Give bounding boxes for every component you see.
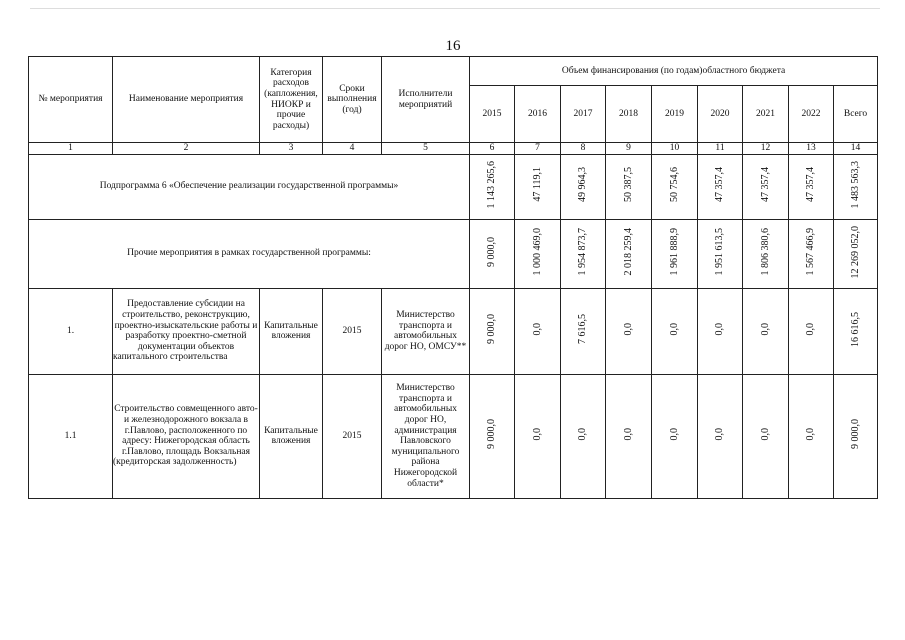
column-number: 13	[789, 143, 834, 155]
value-text: 49 964,3	[577, 167, 589, 203]
activity-category: Капитальные вложения	[260, 374, 323, 498]
column-number: 7	[515, 143, 561, 155]
column-number: 6	[470, 143, 515, 155]
header-executors: Исполнители мероприятий	[382, 57, 470, 143]
value-text: 50 387,5	[622, 167, 634, 203]
value-text: 9 000,0	[849, 419, 861, 450]
value-text: 47 357,4	[759, 167, 771, 203]
value-cell	[834, 219, 878, 288]
page-number: 16	[445, 38, 461, 54]
value-text: 50 754,6	[668, 167, 680, 203]
value-text: 1 000 469,0	[531, 228, 543, 276]
value-cell	[652, 154, 698, 219]
header-year-2021: 2021	[743, 86, 789, 143]
header-num: № мероприятия	[29, 57, 113, 143]
value-cell	[606, 219, 652, 288]
value-text: 0,0	[759, 428, 771, 441]
column-number: 4	[323, 143, 382, 155]
subprogram-row	[29, 154, 878, 219]
activity-terms: 2015	[323, 288, 382, 374]
other-activities-label: Прочие мероприятия в рамках государственной программы:	[29, 219, 470, 288]
header-year-2016: 2016	[515, 86, 561, 143]
value-cell	[561, 374, 606, 498]
header-financing: Объем финансирования (по годам)областного бюджета	[470, 57, 878, 86]
value-text: 1 951 613,5	[714, 228, 726, 276]
column-number: 3	[260, 143, 323, 155]
value-cell	[515, 154, 561, 219]
value-text: 9 000,0	[486, 419, 498, 450]
value-text: 1 143 265,6	[486, 161, 498, 209]
value-text: 47 119,1	[531, 167, 543, 203]
header-year-2022: 2022	[789, 86, 834, 143]
value-text: 1 806 380,6	[759, 228, 771, 276]
value-cell	[834, 288, 878, 374]
activity-name: Предоставление субсидии на строительство, реконструкцию, проектно-изыскательские работы и разработку проектно-сметной документации объектов капитального строительства	[113, 288, 260, 374]
column-number: 12	[743, 143, 789, 155]
value-text: 47 357,4	[714, 167, 726, 203]
activity-executor: Министерство транспорта и автомобильных дорог НО, ОМСУ**	[382, 288, 470, 374]
value-cell	[606, 288, 652, 374]
value-text: 16 616,5	[849, 311, 861, 347]
value-cell	[652, 219, 698, 288]
activity-row-1-1	[29, 374, 878, 498]
header-year-2020: 2020	[698, 86, 743, 143]
value-text: 0,0	[759, 323, 771, 336]
value-cell	[470, 288, 515, 374]
column-number: 9	[606, 143, 652, 155]
header-category: Категория расходов (капложения, НИОКР и прочие расходы)	[260, 57, 323, 143]
value-text: 0,0	[805, 323, 817, 336]
value-text: 0,0	[577, 428, 589, 441]
value-cell	[652, 288, 698, 374]
activity-category: Капитальные вложения	[260, 288, 323, 374]
value-cell	[561, 154, 606, 219]
header-terms: Сроки выполнения (год)	[323, 57, 382, 143]
header-year-2015: 2015	[470, 86, 515, 143]
other-activities-row	[29, 219, 878, 288]
value-cell	[561, 219, 606, 288]
column-number: 2	[113, 143, 260, 155]
value-cell	[789, 219, 834, 288]
value-cell	[515, 374, 561, 498]
value-cell	[743, 288, 789, 374]
value-cell	[470, 219, 515, 288]
value-cell	[789, 288, 834, 374]
activity-number: 1.	[29, 288, 113, 374]
header-year-2017: 2017	[561, 86, 606, 143]
header-total: Всего	[834, 86, 878, 143]
value-cell	[698, 288, 743, 374]
activity-name: Строительство совмещенного авто- и железнодорожного вокзала в г.Павлово, расположенного по адресу: Нижегородская область г.Павлово, площадь Вокзальная (кредиторская задолженность)	[113, 374, 260, 498]
activity-terms: 2015	[323, 374, 382, 498]
value-cell	[515, 288, 561, 374]
value-cell	[470, 374, 515, 498]
value-cell	[606, 154, 652, 219]
value-text: 0,0	[668, 323, 680, 336]
activity-executor: Министерство транспорта и автомобильных дорог НО, администрация Павловского муниципального района Нижегородской области*	[382, 374, 470, 498]
value-text: 0,0	[805, 428, 817, 441]
value-text: 2 018 259,4	[622, 228, 634, 276]
activity-number: 1.1	[29, 374, 113, 498]
column-number: 10	[652, 143, 698, 155]
value-text: 0,0	[531, 428, 543, 441]
header-name: Наименование мероприятия	[113, 57, 260, 143]
value-text: 0,0	[714, 428, 726, 441]
value-text: 1 961 888,9	[668, 228, 680, 276]
column-number: 5	[382, 143, 470, 155]
value-text: 1 567 466,9	[805, 228, 817, 276]
value-text: 0,0	[622, 428, 634, 441]
value-text: 12 269 052,0	[849, 225, 861, 279]
subprogram-label: Подпрограмма 6 «Обеспечение реализации государственной программы»	[29, 154, 470, 219]
value-cell	[652, 374, 698, 498]
value-text: 0,0	[668, 428, 680, 441]
value-cell	[606, 374, 652, 498]
header-row-top	[29, 57, 878, 86]
value-cell	[789, 374, 834, 498]
value-cell	[743, 219, 789, 288]
top-rule	[30, 8, 880, 9]
header-year-2018: 2018	[606, 86, 652, 143]
value-cell	[789, 154, 834, 219]
value-text: 1 483 563,3	[849, 161, 861, 209]
column-number: 14	[834, 143, 878, 155]
activity-row-1	[29, 288, 878, 374]
value-cell	[515, 219, 561, 288]
value-cell	[470, 154, 515, 219]
value-text: 9 000,0	[486, 236, 498, 267]
value-cell	[698, 154, 743, 219]
column-number: 8	[561, 143, 606, 155]
value-text: 9 000,0	[486, 314, 498, 345]
header-year-2019: 2019	[652, 86, 698, 143]
value-text: 0,0	[622, 323, 634, 336]
value-cell	[698, 219, 743, 288]
value-cell	[698, 374, 743, 498]
value-text: 47 357,4	[805, 167, 817, 203]
value-cell	[834, 374, 878, 498]
value-cell	[561, 288, 606, 374]
value-text: 7 616,5	[577, 314, 589, 345]
column-number: 1	[29, 143, 113, 155]
value-cell	[743, 374, 789, 498]
column-number: 11	[698, 143, 743, 155]
column-number-row	[29, 143, 878, 155]
value-cell	[743, 154, 789, 219]
value-text: 0,0	[714, 323, 726, 336]
value-text: 1 954 873,7	[577, 228, 589, 276]
financing-table	[28, 56, 878, 499]
value-cell	[834, 154, 878, 219]
value-text: 0,0	[531, 323, 543, 336]
